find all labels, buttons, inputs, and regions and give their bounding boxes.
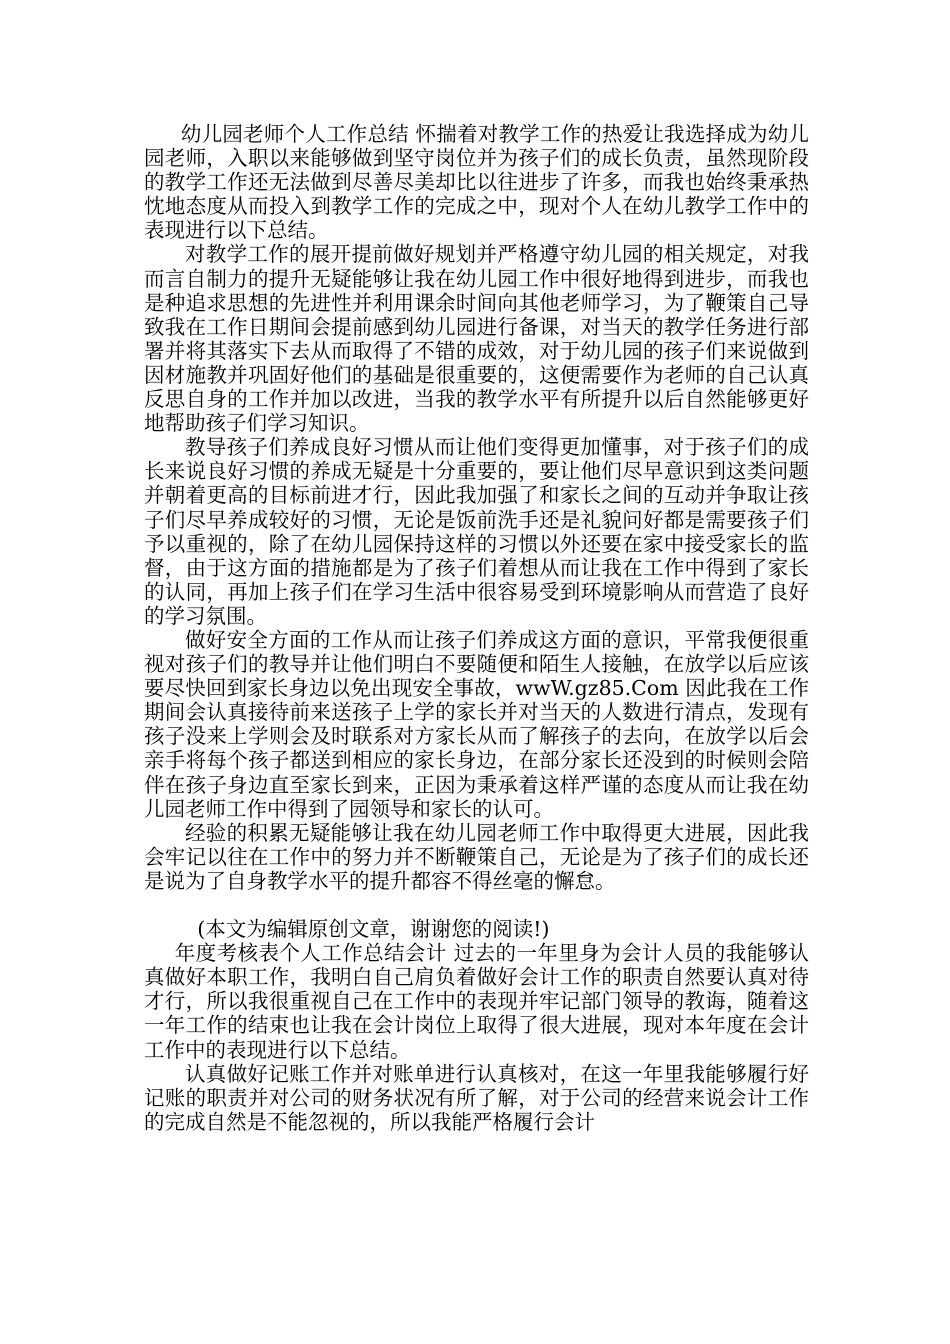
editor-note: (本文为编辑原创文章，谢谢您的阅读!) (197, 917, 550, 942)
paragraph-intro: 幼儿园老师个人工作总结 怀揣着对教学工作的热爱让我选择成为幼儿园老师，入职以来能够做到坚守岗位并为孩子们的成长负责，虽然现阶段的教学工作还无法做到尽善尽美却比以往进步了许多，而我也始终秉承热忱地态度从而投入到教学工作的完成之中，现对个人在幼儿教学工作中的表现进行以下总结。 (144, 122, 809, 243)
paragraph-planning: 对教学工作的展开提前做好规划并严格遵守幼儿园的相关规定，对我而言自制力的提升无疑能够让我在幼儿园工作中很好地得到进步，而我也是种追求思想的先进性并利用课余时间向其他老师学习，为了鞭策自己导致我在工作日期间会提前感到幼儿园进行备课，对当天的教学任务进行部署并将其落实下去从而取得了不错的成效，对于幼儿园的孩子们来说做到因材施教并巩固好他们的基础是很重要的，这便需要作为老师的自己认真反思自身的工作并加以改进，当我的教学水平有所提升以后自然能够更好地帮助孩子们学习知识。 (144, 242, 809, 436)
paragraph-accounting-bookkeeping: 认真做好记账工作并对账单进行认真核对，在这一年里我能够履行好记账的职责并对公司的财务状况有所了解，对于公司的经营来说会计工作的完成自然是不能忽视的，所以我能严格履行会计 (144, 1061, 809, 1134)
blank-line (144, 893, 809, 917)
paragraph-experience: 经验的积累无疑能够让我在幼儿园老师工作中取得更大进展，因此我会牢记以往在工作中的努力并不断鞭策自己，无论是为了孩子们的成长还是说为了自身教学水平的提升都容不得丝毫的懈怠。 (144, 820, 809, 893)
paragraph-habits: 教导孩子们养成良好习惯从而让他们变得更加懂事，对于孩子们的成长来说良好习惯的养成无疑是十分重要的，要让他们尽早意识到这类问题并朝着更高的目标前进才行，因此我加强了和家长之间的互动并争取让孩子们尽早养成较好的习惯，无论是饭前洗手还是礼貌问好都是需要孩子们予以重视的，除了在幼儿园保持这样的习惯以外还要在家中接受家长的监督，由于这方面的措施都是为了孩子们着想从而让我在工作中得到了家长的认同，再加上孩子们在学习生活中很容易受到环境影响从而营造了良好的学习氛围。 (144, 435, 809, 628)
document-page (144, 122, 809, 1134)
paragraph-safety: 做好安全方面的工作从而让孩子们养成这方面的意识，平常我便很重视对孩子们的教导并让他们明白不要随便和陌生人接触，在放学以后应该要尽快回到家长身边以免出现安全事故，wwW.gz85.Com 因此我在工作期间会认真接待前来送孩子上学的家长并对当天的人数进行清点，发现有孩子没来上学则会及时联系对方家长从而了解孩子的去向，在放学以后会亲手将每个孩子都送到相应的家长身边，在部分家长还没到的时候则会陪伴在孩子身边直至家长到来，正因为秉承着这样严谨的态度从而让我在幼儿园老师工作中得到了园领导和家长的认可。 (144, 627, 809, 821)
paragraph-accounting-intro: 年度考核表个人工作总结会计 过去的一年里身为会计人员的我能够认真做好本职工作，我明白自己肩负着做好会计工作的职责自然要认真对待才行，所以我很重视自己在工作中的表现并牢记部门领导的教诲，随着这一年工作的结束也让我在会计岗位上取得了很大进展，现对本年度在会计工作中的表现进行以下总结。 (144, 941, 809, 1062)
